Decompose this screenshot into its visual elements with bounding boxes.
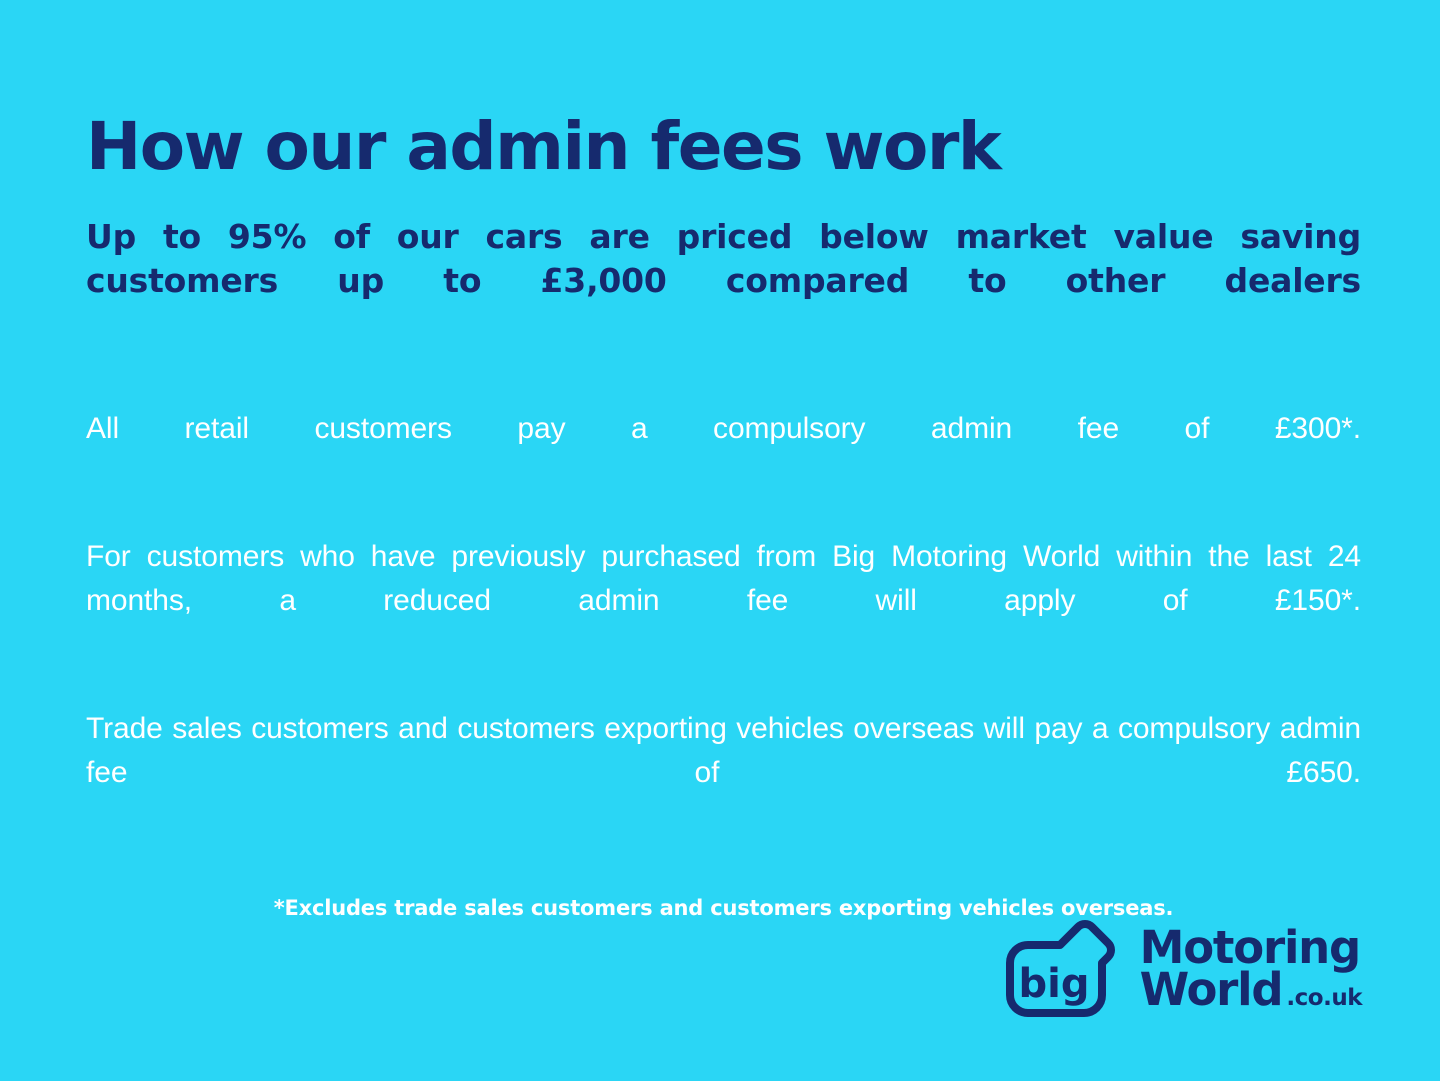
content-column xyxy=(86,0,1361,920)
page-title: How our admin fees work xyxy=(86,108,1001,185)
footnote-text: *Excludes trade sales customers and customers exporting vehicles overseas. xyxy=(273,895,1174,920)
subheading-text: Up to 95% of our cars are priced below market value saving customers up to £3,000 compared to other dealers xyxy=(86,217,1361,301)
logo-world-text: World xyxy=(1139,963,1283,1016)
paragraph-retail-fee: All retail customers pay a compulsory admin fee of £300*. xyxy=(86,411,1361,445)
spacer-4 xyxy=(86,840,1361,896)
brand-logo xyxy=(998,919,1362,1019)
logo-line-motoring: Motoring xyxy=(1139,921,1361,975)
paragraph-trade-export-fee: Trade sales customers and customers exporting vehicles overseas will pay a compulsory admin fee of £650. xyxy=(86,712,1361,790)
big-car-icon xyxy=(998,919,1126,1019)
paragraph-returning-customer-fee: For customers who have previously purchased from Big Motoring World within the last 24 months, a reduced admin fee will apply of £150*. xyxy=(86,540,1361,618)
logo-line-world xyxy=(1139,963,1362,1016)
spacer-1 xyxy=(86,347,1361,407)
spacer-2 xyxy=(86,495,1361,535)
svg-text:big: big xyxy=(1018,961,1090,1007)
logo-wordmark xyxy=(1139,921,1362,1016)
logo-tld-text: .co.uk xyxy=(1286,985,1362,1011)
spacer-3 xyxy=(86,667,1361,707)
